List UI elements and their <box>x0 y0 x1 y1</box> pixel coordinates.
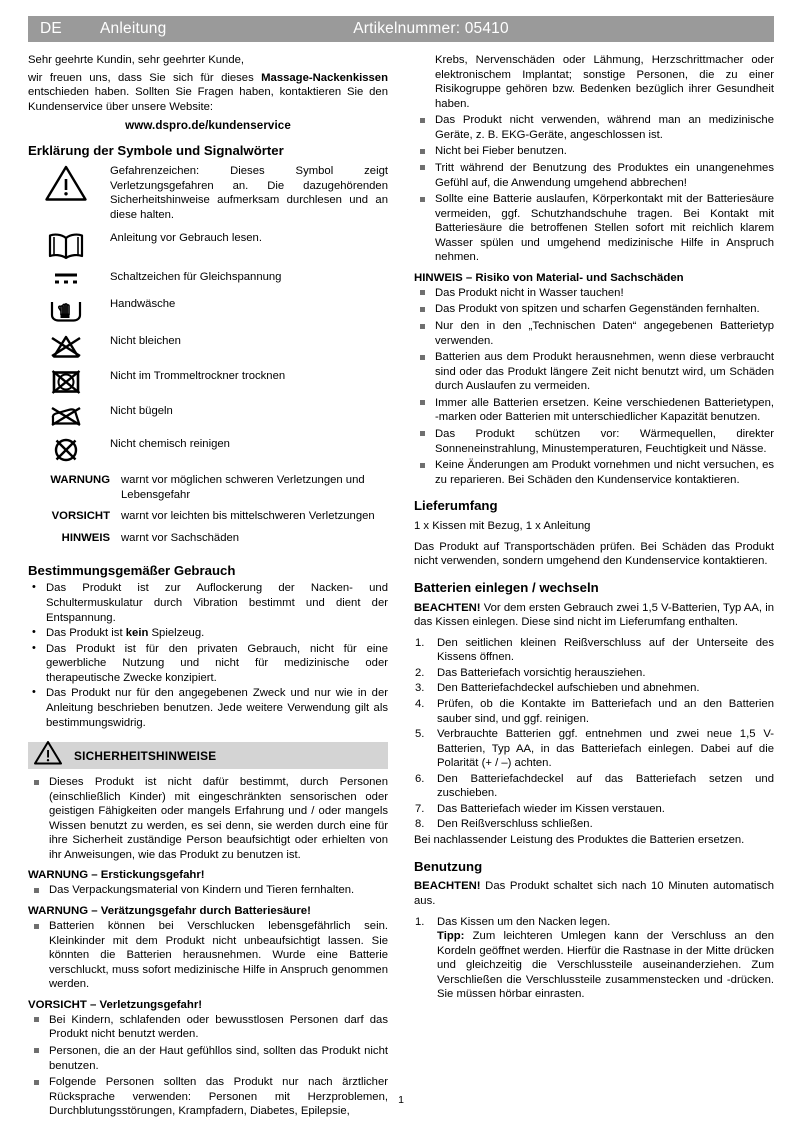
list-item: Dieses Produkt ist nicht dafür bestimmt, durch Personen (einschließlich Kinder) mit eingeschränkten sensorischen oder geistigen Fähigkeiten oder mangels Erfahrung und / oder mangels Wissen benutzt zu werden, es sei denn, sie werden durch eine für ihre Sicherheit zuständige Person beaufsichtigt oder erhielten von ihr Anweisungen, wie das Produkt zu benutzen ist. <box>28 775 388 862</box>
signal-word-row <box>28 473 388 509</box>
symbol-row <box>28 231 388 270</box>
battery-footer-note: Bei nachlassender Leistung des Produktes die Batterien ersetzen. <box>414 834 745 846</box>
list-item: Den Reißverschluss schließen. <box>437 818 593 831</box>
caution-injury-list-continued <box>414 113 774 265</box>
signal-word-desc: warnt vor möglichen schweren Verletzungen und Lebensgefahr <box>121 474 365 501</box>
left-column <box>28 53 388 1121</box>
list-item: Folgende Personen sollten das Produkt nur nach ärztlicher Rücksprache verwenden: Personen mit Herzproblemen, Durchblutungsstörungen, Krampfadern, Diabetes, Epilepsie, <box>28 1075 388 1119</box>
usage-note-text: Das Produkt schaltet sich nach 10 Minuten automatisch aus. <box>414 880 774 907</box>
list-item: • Das Produkt nur für den angegebenen Zweck und nur wie in der Anleitung beschrieben benutzen. Jede weitere Verwendung gilt als bestimmungswidrig. <box>28 686 388 730</box>
symbol-text: Nicht bleichen <box>110 335 181 348</box>
list-item: Das Produkt schützen vor: Wärmequellen, direkter Sonneneinstrahlung, Minustemperaturen, Feuchtigkeit und Nässe. <box>414 427 774 456</box>
symbol-row <box>28 369 388 404</box>
battery-steps-list <box>414 636 774 832</box>
symbol-row <box>28 334 388 369</box>
symbols-table <box>28 164 388 472</box>
safety-banner <box>28 742 388 769</box>
page-number: 1 <box>398 1094 404 1106</box>
usage-step-text: Das Kissen um den Nacken legen. <box>437 915 611 928</box>
symbol-text: Schaltzeichen für Gleichspannung <box>110 271 282 284</box>
warning-acid-heading: WARNUNG – Verätzungsgefahr durch Batteriesäure! <box>28 905 311 917</box>
safety-list <box>28 775 388 862</box>
signal-word: HINWEIS <box>61 532 110 545</box>
warning-triangle-icon <box>28 164 110 231</box>
intro-text-2: entschieden haben. Sollten Sie Fragen haben, kontaktieren Sie den Kundenservice über unsere Website: <box>28 86 388 113</box>
symbol-text: Nicht chemisch reinigen <box>110 438 230 451</box>
header-article-number: Artikelnummer: 05410 <box>353 20 509 37</box>
symbol-row <box>28 297 388 334</box>
list-item: Den Batteriefachdeckel auf das Batteriefach setzen und zuschieben. <box>437 772 774 800</box>
symbol-text: Gefahrenzeichen: Dieses Symbol zeigt Verletzungsgefahren an. Die dazugehörenden Sicherheitshinweise aufmerksam durchlesen und an diese halten. <box>110 165 388 221</box>
warning-acid-list <box>28 919 388 992</box>
symbol-text: Anleitung vor Gebrauch lesen. <box>110 232 262 245</box>
warning-triangle-icon <box>33 740 63 771</box>
list-item: Nur den in den „Technischen Daten“ angegebenen Batterietyp verwenden. <box>414 319 774 348</box>
header-language: DE <box>40 20 62 37</box>
intended-use-heading: Bestimmungsgemäßer Gebrauch <box>28 562 236 578</box>
do-not-bleach-icon <box>28 334 110 369</box>
symbol-text: Nicht bügeln <box>110 405 173 418</box>
symbol-text: Nicht im Trommeltrockner trocknen <box>110 370 286 383</box>
list-item: • Das Produkt ist zur Auflockerung der Nacken- und Schultermuskulatur durch Vibration bestimmt und dient der Entspannung. <box>28 581 388 625</box>
continued-list-item: Krebs, Nervenschäden oder Lähmung, Herzschrittmacher oder elektronischem Implantat; sonstige Personen, die zu einer Risikogruppe gehören bzw. Bedenken bezüglich ihrer Gesundheit haben. <box>435 54 774 110</box>
usage-note-label: BEACHTEN! <box>414 880 481 893</box>
list-item: Immer alle Batterien ersetzen. Keine verschiedenen Batterietypen, -marken oder Batterien mit unterschiedlicher Kapazität benutzen. <box>414 396 774 425</box>
warning-suffocation-list <box>28 883 388 898</box>
usage-tip-label: Tipp: <box>437 930 465 943</box>
list-item: • Das Produkt ist kein Spielzeug. <box>28 626 388 641</box>
intro-text-1: wir freuen uns, dass Sie sich für dieses <box>28 71 262 84</box>
symbol-row <box>28 437 388 472</box>
battery-heading: Batterien einlegen / wechseln <box>414 579 599 595</box>
product-name: Massage-Nackenkissen <box>261 71 388 84</box>
salutation: Sehr geehrte Kundin, sehr geehrter Kunde, <box>28 54 245 66</box>
warning-suffocation-heading: WARNUNG – Erstickungsgefahr! <box>28 869 205 882</box>
list-item: Sollte eine Batterie auslaufen, Körperkontakt mit der Batteriesäure vermeiden, ggf. Schutzhandschuhe tragen. Bei Kontakt mit Batteriesäure die betroffenen Stellen sofort mit reichlich klarem Wasser spülen und umgehend medizinische Hilfe in Anspruch nehmen. <box>414 192 774 265</box>
signal-word: VORSICHT <box>51 510 110 523</box>
battery-note <box>414 601 774 630</box>
battery-note-text: Vor dem ersten Gebrauch zwei 1,5 V-Batterien, Typ AA, in das Kissen einlegen. Diese sind nicht im Lieferumfang enthalten. <box>414 601 774 629</box>
intro-paragraph <box>28 71 388 115</box>
caution-injury-heading: VORSICHT – Verletzungsgefahr! <box>28 998 203 1011</box>
right-column <box>414 53 774 1003</box>
notice-list <box>414 286 774 487</box>
usage-steps-list <box>414 915 774 1002</box>
signal-word-desc: warnt vor leichten bis mittelschweren Verletzungen <box>121 510 375 523</box>
safety-banner-text: SICHERHEITSHINWEISE <box>74 748 217 763</box>
list-item: Verbrauchte Batterien ggf. entnehmen und zwei neue 1,5 V-Batterien, Typ AA, in das Batteriefach einlegen. Dabei auf die Polarität (+ / –) achten. <box>437 728 774 770</box>
list-item: Das Produkt von spitzen und scharfen Gegenständen fernhalten. <box>414 302 774 317</box>
list-item: Nicht bei Fieber benutzen. <box>414 144 774 159</box>
list-item: Batterien können bei Verschlucken lebensgefährlich sein. Kleinkinder mit dem Produkt nicht unbeaufsichtigt lassen. Sie könnten die Batterien herausnehmen. Wurde eine Batterie verschluckt, muss sofort medizinische Hilfe in Anspruch genommen werden. <box>28 919 388 992</box>
do-not-iron-icon <box>28 404 110 437</box>
symbol-row <box>28 404 388 437</box>
symbol-row <box>28 270 388 297</box>
signal-word-row <box>28 531 388 553</box>
list-item: Batterien aus dem Produkt herausnehmen, wenn diese verbraucht sind oder das Produkt längere Zeit nicht benutzt wird, um Schäden durch Auslaufen zu vermeiden. <box>414 350 774 394</box>
battery-note-label: BEACHTEN! <box>414 601 481 614</box>
list-item: Bei Kindern, schlafenden oder bewusstlosen Personen darf das Produkt nicht benutzt werden. <box>28 1013 388 1042</box>
list-item: Personen, die an der Haut gefühllos sind, sollten das Produkt nicht benutzen. <box>28 1044 388 1073</box>
signal-word-desc: warnt vor Sachschäden <box>121 532 240 545</box>
signal-word: WARNUNG <box>50 474 110 487</box>
scope-contents: 1 x Kissen mit Bezug, 1 x Anleitung <box>414 520 591 533</box>
list-item: Das Batteriefach vorsichtig herausziehen. <box>437 666 646 679</box>
header-bar <box>28 16 774 42</box>
list-item: Das Produkt nicht verwenden, während man an medizinische Geräte, z. B. EKG-Geräte, angeschlossen ist. <box>414 113 774 142</box>
scope-note: Das Produkt auf Transportschäden prüfen. Bei Schäden das Produkt nicht verwenden, sondern umgehend den Kundenservice kontaktieren. <box>414 540 774 568</box>
hand-wash-icon <box>28 297 110 334</box>
list-item: Keine Änderungen am Produkt vornehmen und nicht versuchen, es zu reparieren. Bei Schäden den Kundenservice kontaktieren. <box>414 458 774 487</box>
signal-words-table <box>28 473 388 552</box>
content-columns <box>28 53 774 1121</box>
signal-word-row <box>28 509 388 531</box>
symbols-heading: Erklärung der Symbole und Signalwörter <box>28 143 284 159</box>
usage-tip-text: Zum leichteren Umlegen kann der Verschluss an den Kordeln geöffnet werden. Hierfür die Rastnase in der Mitte drücken und gleichzeitig die Verschlussteile auseinanderziehen. Zum Verschließen die Verschlussteile zusammenstecken und -drücken. Sie müssen hörbar einrasten. <box>437 930 774 1001</box>
intended-use-list <box>28 581 388 730</box>
notice-heading: HINWEIS – Risiko von Material- und Sachschäden <box>414 271 684 284</box>
scope-of-delivery-heading: Lieferumfang <box>414 498 498 514</box>
list-item: Den seitlichen kleinen Reißverschluss auf der Unterseite des Kissens öffnen. <box>437 636 774 664</box>
list-item: Das Batteriefach wieder im Kissen verstauen. <box>437 802 665 815</box>
symbol-text: Handwäsche <box>110 298 176 311</box>
dc-voltage-icon <box>28 270 110 297</box>
list-item: Den Batteriefachdeckel aufschieben und abnehmen. <box>437 682 700 695</box>
list-item: Prüfen, ob die Kontakte im Batteriefach und an den Batterien sauber sind, und ggf. reinigen. <box>437 697 774 725</box>
list-item: Tritt während der Benutzung des Produktes ein unangenehmes Gefühl auf, die Anwendung umgehend abbrechen! <box>414 161 774 190</box>
service-url: www.dspro.de/kundenservice <box>125 119 291 133</box>
list-item: • Das Produkt ist für den privaten Gebrauch, nicht für eine gewerbliche Nutzung und nicht für medizinische oder therapeutische Zwecke konzipiert. <box>28 642 388 686</box>
do-not-dry-clean-icon <box>28 437 110 472</box>
list-item <box>414 915 774 1002</box>
do-not-tumble-dry-icon <box>28 369 110 404</box>
usage-note <box>414 879 774 908</box>
usage-heading: Benutzung <box>414 858 483 874</box>
list-item: Das Produkt nicht in Wasser tauchen! <box>414 286 774 301</box>
open-book-icon <box>28 231 110 270</box>
header-title: Anleitung <box>100 20 167 37</box>
symbol-row <box>28 164 388 231</box>
list-item: Das Verpackungsmaterial von Kindern und Tieren fernhalten. <box>28 883 388 898</box>
